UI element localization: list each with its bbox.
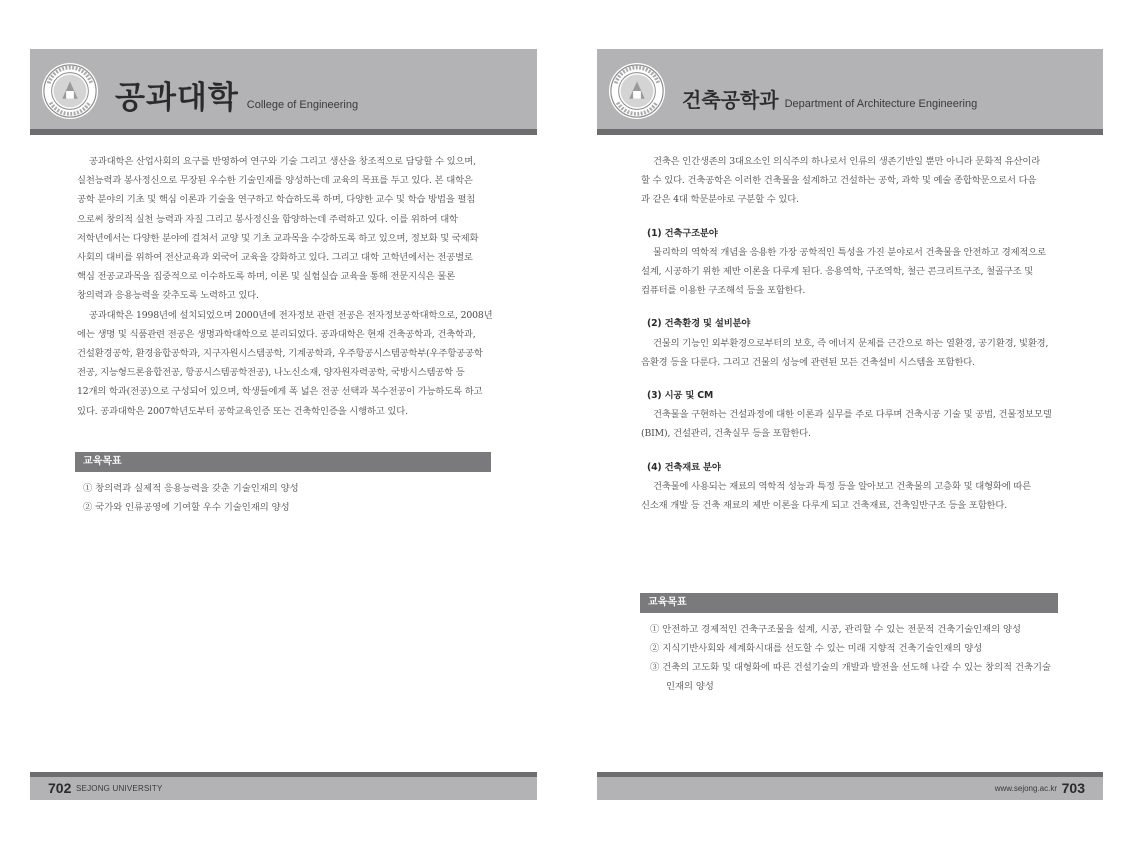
intro-line: 공학 분야의 기초 및 핵심 이론과 기술을 연구하고 학습하도록 하며, 다양한 교수 및 학습 방법을 펼침 bbox=[77, 194, 476, 206]
page-subtitle: Department of Architecture Engineering bbox=[784, 98, 978, 110]
university-seal-icon bbox=[608, 62, 666, 120]
goals-list bbox=[83, 479, 483, 517]
header-divider bbox=[30, 129, 537, 135]
intro-text bbox=[77, 152, 522, 421]
section-line: 건물의 기능인 외부환경으로부터의 보호, 즉 에너지 문제를 근간으로 하는 열환경, 공기환경, 빛환경, bbox=[653, 337, 1049, 349]
goals-list bbox=[650, 620, 1060, 696]
section-line: 설계, 시공하기 위한 제반 이론을 다루게 된다. 응용역학, 구조역학, 철근 콘크리트구조, 철골구조 및 bbox=[641, 266, 1034, 278]
intro-line: 에는 생명 및 식품관련 전공은 생명과학대학으로 분리되었다. 공과대학은 현재 건축공학과, 건축학과, bbox=[77, 328, 476, 340]
section-line: 신소재 개발 등 건축 재료의 제반 이론을 다루게 되고 건축재료, 건축일반구조 등을 포함한다. bbox=[641, 500, 1008, 512]
footer-label: SEJONG UNIVERSITY bbox=[76, 784, 163, 793]
intro-line: 12개의 학과(전공)으로 구성되어 있으며, 학생들에게 폭 넓은 전공 선택과 복수전공이 가능하도록 하고 bbox=[77, 386, 483, 398]
intro-line: 공과대학은 산업사회의 요구를 반영하여 연구와 기술 그리고 생산을 창조적으로 담당할 수 있으며, bbox=[89, 156, 476, 167]
section-heading: (1) 건축구조분야 bbox=[647, 227, 718, 239]
intro-line: 창의력과 응용능력을 갖추도록 노력하고 있다. bbox=[77, 290, 259, 302]
left-page bbox=[30, 0, 537, 850]
section-line: 컴퓨터를 이용한 구조해석 등을 포함한다. bbox=[641, 285, 806, 297]
page-number: 703 bbox=[1061, 780, 1085, 796]
page-subtitle: College of Engineering bbox=[246, 99, 359, 111]
goals-heading: 교육목표 bbox=[75, 452, 491, 472]
intro-line: 으로써 창의적 실천 능력과 자질 그리고 봉사정신을 함양하는데 주력하고 있다. 이를 위하여 대학 bbox=[77, 213, 458, 225]
page-number: 702 bbox=[48, 780, 72, 796]
section-heading: (2) 건축환경 및 설비분야 bbox=[647, 318, 751, 330]
intro-line: 있다. 공과대학은 2007학년도부터 공학교육인증 또는 건축학인증을 시행하고 있다. bbox=[77, 405, 408, 417]
page-footer bbox=[597, 777, 1103, 800]
page-header bbox=[597, 49, 1103, 129]
section-heading: (4) 건축재료 분야 bbox=[647, 461, 721, 473]
university-seal-icon bbox=[41, 62, 99, 120]
footer-label: www.sejong.ac.kr bbox=[994, 784, 1057, 793]
section-heading: (3) 시공 및 CM bbox=[647, 390, 714, 402]
goal-item: ① 창의력과 실제적 응용능력을 갖춘 기술인재의 양성 bbox=[83, 483, 299, 494]
intro-line: 건축은 인간생존의 3대요소인 의식주의 하나로서 인류의 생존기반일 뿐만 아니라 문화적 유산이라 bbox=[653, 156, 1041, 167]
page-header bbox=[30, 49, 537, 129]
section-line: (BIM), 건설관리, 건축실무 등을 포함한다. bbox=[641, 428, 811, 440]
goal-item-continued: 인재의 양성 bbox=[666, 681, 714, 692]
goal-item: ② 지식기반사회와 세계화시대를 선도할 수 있는 미래 지향적 건축기술인재의 양성 bbox=[650, 643, 983, 654]
goal-item: ③ 건축의 고도화 및 대형화에 따른 건설기술의 개발과 발전을 선도해 나갈 수 있는 창의적 건축기술 bbox=[650, 662, 1051, 673]
intro-line: 전공, 지능형드론융합전공, 항공시스템공학전공), 나노신소재, 양자원자력공학, 국방시스템공학 등 bbox=[77, 367, 465, 379]
section-line: 음환경 등을 다룬다. 그리고 건물의 성능에 관련된 모든 건축설비 시스템을 포함한다. bbox=[641, 356, 975, 368]
intro-line: 할 수 있다. 건축공학은 이러한 건축물을 설계하고 건설하는 공학, 과학 및 예술 종합학문으로서 다음 bbox=[641, 175, 1037, 187]
intro-line: 실천능력과 봉사정신으로 무장된 우수한 기술인재를 양성하는데 교육의 목표를 두고 있다. 본 대학은 bbox=[77, 175, 473, 187]
page-footer bbox=[30, 777, 537, 800]
page-title: 공과대학 bbox=[115, 80, 239, 116]
intro-line: 저학년에서는 다양한 분야에 걸쳐서 교양 및 기초 교과목을 수강하도록 하고 있으며, 정보화 및 국제화 bbox=[77, 232, 479, 244]
intro-line: 핵심 전공교과목을 집중적으로 이수하도록 하며, 이론 및 실험실습 교육을 통해 전문지식은 물론 bbox=[77, 271, 456, 283]
intro-line: 공과대학은 1998년에 설치되었으며 2000년에 전자정보 관련 전공은 전자정보공학대학으로, 2008년 bbox=[89, 309, 493, 321]
intro-line: 건설환경공학, 환경융합공학과, 지구자원시스템공학, 기계공학과, 우주항공시스템공학부(우주항공공학 bbox=[77, 348, 483, 360]
right-page bbox=[597, 0, 1103, 850]
section-line: 물리학의 역학적 개념을 응용한 가장 공학적인 특성을 가진 분야로서 건축물을 안전하고 경제적으로 bbox=[653, 246, 1046, 258]
goals-heading: 교육목표 bbox=[640, 593, 1058, 613]
goal-item: ② 국가와 인류공영에 기여할 우수 기술인재의 양성 bbox=[83, 502, 290, 513]
header-divider bbox=[597, 129, 1103, 135]
goal-item: ① 안전하고 경제적인 건축구조물을 설계, 시공, 관리할 수 있는 전문적 건축기술인재의 양성 bbox=[650, 624, 1022, 635]
intro-line: 사회의 대비를 위하여 전산교육과 외국어 교육을 강화하고 있다. 그리고 대학 고학년에서는 전공별로 bbox=[77, 252, 473, 264]
page-title: 건축공학과 bbox=[682, 88, 779, 112]
section-line: 건축물에 사용되는 재료의 역학적 성능과 특정 등을 알아보고 건축물의 고층화 및 대형화에 따른 bbox=[653, 480, 1032, 492]
intro-line: 과 같은 4대 학문분야로 구분할 수 있다. bbox=[641, 194, 799, 206]
intro-text bbox=[641, 152, 1057, 515]
section-line: 건축물을 구현하는 건설과정에 대한 이론과 실무를 주로 다루며 건축시공 기술 및 공법, 건물정보모델 bbox=[653, 409, 1052, 421]
